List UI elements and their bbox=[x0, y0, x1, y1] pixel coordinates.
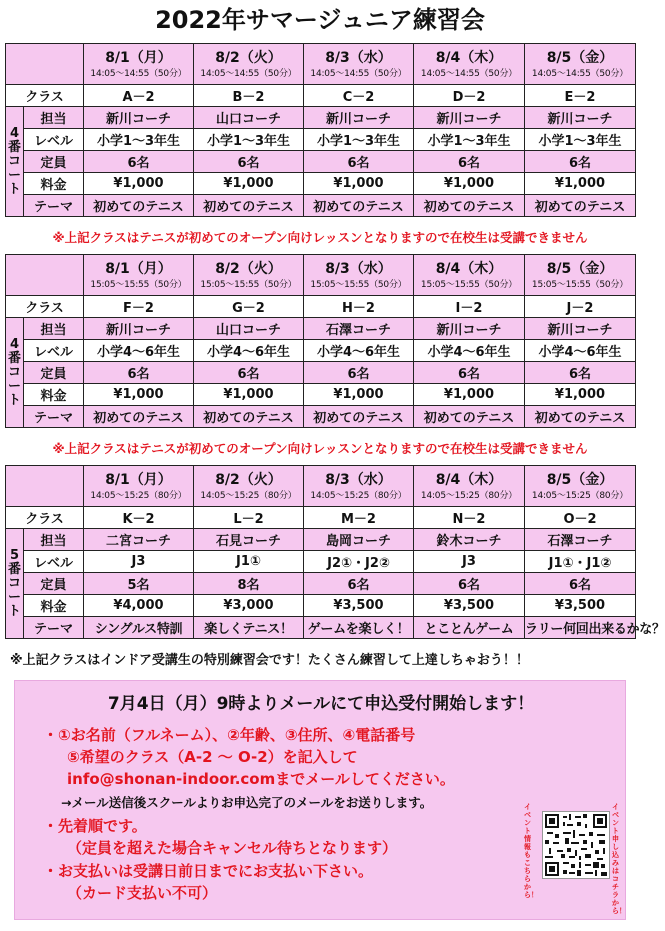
row-label: 料金 bbox=[24, 595, 84, 617]
class-cell: H－2 bbox=[304, 296, 414, 318]
row-value: ¥1,000 bbox=[304, 384, 414, 406]
class-cell: N－2 bbox=[414, 507, 525, 529]
row-value: 小学4～6年生 bbox=[194, 340, 304, 362]
row-value: 6名 bbox=[414, 573, 525, 595]
row-value: ¥1,000 bbox=[414, 384, 525, 406]
date-header-row bbox=[6, 255, 636, 296]
date-cell bbox=[525, 255, 636, 296]
block-note: ※上記クラスはテニスが初めてのオープン向けレッスンとなりますので在校生は受講できません bbox=[52, 230, 588, 245]
row-value: 小学4～6年生 bbox=[304, 340, 414, 362]
row-value: 6名 bbox=[84, 362, 194, 384]
row-value: 6名 bbox=[525, 151, 636, 173]
row-value: 石澤コーチ bbox=[304, 318, 414, 340]
row-value: 6名 bbox=[304, 362, 414, 384]
page-title: 2022年サマージュニア練習会 bbox=[155, 6, 485, 34]
detail-row bbox=[6, 340, 636, 362]
class-row bbox=[6, 296, 636, 318]
row-label: テーマ bbox=[24, 617, 84, 639]
detail-row bbox=[6, 173, 636, 195]
row-value: 5名 bbox=[84, 573, 194, 595]
time-label: 14:05～14:55（50分） bbox=[90, 68, 187, 79]
date-cell bbox=[84, 44, 194, 85]
row-value: 初めてのテニス bbox=[84, 195, 194, 217]
date-cell bbox=[304, 466, 414, 507]
time-label: 14:05～15:25（80分） bbox=[420, 490, 518, 501]
time-label: 14:05～14:55（50分） bbox=[310, 68, 407, 79]
date-cell bbox=[304, 44, 414, 85]
row-value: ¥1,000 bbox=[194, 173, 304, 195]
time-label: 14:05～14:55（50分） bbox=[200, 68, 297, 79]
date-label: 8/3（水） bbox=[325, 49, 392, 66]
date-label: 8/4（木） bbox=[435, 260, 503, 277]
class-cell: J－2 bbox=[525, 296, 636, 318]
row-value: 初めてのテニス bbox=[304, 195, 414, 217]
class-header: クラス bbox=[6, 507, 84, 529]
row-value: 新川コーチ bbox=[414, 107, 525, 129]
header-corner bbox=[6, 44, 84, 85]
header-corner bbox=[6, 255, 84, 296]
detail-row bbox=[6, 573, 636, 595]
court-char: 番 bbox=[8, 350, 22, 366]
class-cell: K－2 bbox=[84, 507, 194, 529]
court-char: 5 bbox=[9, 547, 20, 563]
row-value: ¥3,500 bbox=[414, 595, 525, 617]
court-label bbox=[6, 529, 24, 639]
row-value: 新川コーチ bbox=[84, 107, 194, 129]
row-value: 6名 bbox=[194, 151, 304, 173]
time-label: 14:05～15:25（80分） bbox=[310, 490, 407, 501]
row-value: ¥3,500 bbox=[304, 595, 414, 617]
detail-row bbox=[6, 529, 636, 551]
class-cell: L－2 bbox=[194, 507, 304, 529]
row-value: 山口コーチ bbox=[194, 318, 304, 340]
row-value: ¥1,000 bbox=[525, 173, 636, 195]
date-label: 8/5（金） bbox=[546, 260, 614, 277]
row-value: ¥1,000 bbox=[304, 173, 414, 195]
block-note: ※上記クラスはテニスが初めてのオープン向けレッスンとなりますので在校生は受講できません bbox=[52, 441, 588, 456]
court-char: ト bbox=[8, 392, 22, 408]
date-label: 8/5（金） bbox=[546, 49, 614, 66]
time-label: 14:05～15:25（80分） bbox=[90, 490, 187, 501]
row-value: 初めてのテニス bbox=[414, 195, 525, 217]
time-label: 15:05～15:55（50分） bbox=[420, 279, 518, 290]
court-char: ー bbox=[8, 378, 22, 394]
class-header: クラス bbox=[6, 296, 84, 318]
row-value: 島岡コーチ bbox=[304, 529, 414, 551]
row-label: レベル bbox=[24, 340, 84, 362]
detail-row bbox=[6, 362, 636, 384]
detail-row bbox=[6, 151, 636, 173]
date-label: 8/3（水） bbox=[325, 471, 392, 488]
qr-pattern bbox=[543, 812, 609, 878]
info-confirmation-note: →メール送信後スクールよりお申込完了のメールをお送りします。 bbox=[61, 795, 433, 810]
info-email-address[interactable]: info@shonan-indoor.comまでメールしてください。 bbox=[67, 770, 455, 788]
date-cell bbox=[304, 255, 414, 296]
info-first-come: ・先着順です。 bbox=[43, 817, 147, 835]
row-label: レベル bbox=[24, 129, 84, 151]
row-label: 料金 bbox=[24, 173, 84, 195]
row-value: 小学1～3年生 bbox=[525, 129, 636, 151]
row-value: 石澤コーチ bbox=[525, 529, 636, 551]
date-cell bbox=[414, 44, 525, 85]
row-value: 新川コーチ bbox=[525, 318, 636, 340]
info-no-card: （カード支払い不可） bbox=[67, 884, 218, 902]
date-cell bbox=[525, 44, 636, 85]
row-label: 料金 bbox=[24, 384, 84, 406]
detail-row bbox=[6, 551, 636, 573]
row-value: 山口コーチ bbox=[194, 107, 304, 129]
date-header-row bbox=[6, 44, 636, 85]
row-value: J1①・J1② bbox=[525, 551, 636, 573]
qr-caption-left: イベント情報もこちらから！ bbox=[524, 803, 538, 899]
row-value: ¥3,500 bbox=[525, 595, 636, 617]
row-value: J2①・J2② bbox=[304, 551, 414, 573]
row-label: 定員 bbox=[24, 151, 84, 173]
block-note: ※上記クラスはインドア受講生の特別練習会です！たくさん練習して上達しちゃおう！！ bbox=[10, 653, 529, 668]
row-value: 小学4～6年生 bbox=[414, 340, 525, 362]
court-char: 番 bbox=[8, 561, 22, 577]
court-label bbox=[6, 318, 24, 428]
class-cell: C－2 bbox=[304, 85, 414, 107]
court-label bbox=[6, 107, 24, 217]
row-value: 楽しくテニス！ bbox=[194, 617, 304, 639]
qr-caption-right: イベント申し込みはコチラから！ bbox=[612, 803, 626, 915]
date-label: 8/5（金） bbox=[546, 471, 614, 488]
class-row bbox=[6, 85, 636, 107]
row-value: ¥1,000 bbox=[525, 384, 636, 406]
date-cell bbox=[84, 255, 194, 296]
date-label: 8/1（月） bbox=[105, 49, 172, 66]
row-value: 6名 bbox=[194, 362, 304, 384]
row-value: ¥4,000 bbox=[84, 595, 194, 617]
court-char: コ bbox=[8, 153, 22, 169]
qr-code-icon[interactable] bbox=[542, 811, 610, 879]
info-waitlist-note: （定員を超えた場合キャンセル待ちとなります） bbox=[67, 839, 398, 857]
row-value: J3 bbox=[414, 551, 525, 573]
row-value: ¥1,000 bbox=[84, 384, 194, 406]
date-cell bbox=[414, 466, 525, 507]
date-label: 8/4（木） bbox=[435, 49, 503, 66]
time-label: 14:05～15:25（80分） bbox=[531, 490, 629, 501]
detail-row bbox=[6, 406, 636, 428]
row-label: 定員 bbox=[24, 362, 84, 384]
court-char: ト bbox=[8, 181, 22, 197]
row-value: ¥1,000 bbox=[84, 173, 194, 195]
detail-row bbox=[6, 595, 636, 617]
date-label: 8/2（火） bbox=[215, 260, 282, 277]
court-char: コ bbox=[8, 364, 22, 380]
class-cell: D－2 bbox=[414, 85, 525, 107]
row-label: 担当 bbox=[24, 318, 84, 340]
row-value: 初めてのテニス bbox=[525, 406, 636, 428]
class-row bbox=[6, 507, 636, 529]
schedule-table bbox=[5, 254, 636, 428]
row-value: 6名 bbox=[84, 151, 194, 173]
class-cell: B－2 bbox=[194, 85, 304, 107]
date-cell bbox=[194, 44, 304, 85]
court-char: 4 bbox=[9, 125, 20, 141]
row-value: 初めてのテニス bbox=[304, 406, 414, 428]
time-label: 15:05～15:55（50分） bbox=[200, 279, 297, 290]
info-class-field: ⑤希望のクラス（A-2 ～ O-2）を記入して bbox=[67, 748, 358, 766]
date-label: 8/4（木） bbox=[435, 471, 503, 488]
time-label: 15:05～15:55（50分） bbox=[310, 279, 407, 290]
row-value: 小学1～3年生 bbox=[304, 129, 414, 151]
detail-row bbox=[6, 107, 636, 129]
date-label: 8/2（火） bbox=[215, 471, 282, 488]
row-label: 担当 bbox=[24, 529, 84, 551]
time-label: 14:05～14:55（50分） bbox=[531, 68, 629, 79]
row-value: ¥3,000 bbox=[194, 595, 304, 617]
time-label: 14:05～14:55（50分） bbox=[420, 68, 518, 79]
class-cell: A－2 bbox=[84, 85, 194, 107]
date-cell bbox=[525, 466, 636, 507]
time-label: 14:05～15:25（80分） bbox=[200, 490, 297, 501]
row-value: 新川コーチ bbox=[525, 107, 636, 129]
date-cell bbox=[84, 466, 194, 507]
row-label: レベル bbox=[24, 551, 84, 573]
court-char: ー bbox=[8, 167, 22, 183]
row-value: 小学4～6年生 bbox=[525, 340, 636, 362]
row-value: 鈴木コーチ bbox=[414, 529, 525, 551]
info-required-fields: ・①お名前（フルネーム）、②年齢、③住所、④電話番号 bbox=[43, 726, 416, 744]
date-label: 8/3（水） bbox=[325, 260, 392, 277]
row-value: ラリー何回出来るかな？ bbox=[525, 617, 636, 639]
time-label: 15:05～15:55（50分） bbox=[531, 279, 629, 290]
court-char: コ bbox=[8, 575, 22, 591]
row-value: シングルス特訓 bbox=[84, 617, 194, 639]
detail-row bbox=[6, 318, 636, 340]
row-value: 新川コーチ bbox=[414, 318, 525, 340]
row-label: 担当 bbox=[24, 107, 84, 129]
row-value: ¥1,000 bbox=[414, 173, 525, 195]
row-value: 6名 bbox=[304, 573, 414, 595]
date-cell bbox=[414, 255, 525, 296]
court-char: ー bbox=[8, 589, 22, 605]
info-payment: ・お支払いは受講日前日までにお支払い下さい。 bbox=[43, 862, 374, 880]
row-value: J1① bbox=[194, 551, 304, 573]
class-cell: M－2 bbox=[304, 507, 414, 529]
time-label: 15:05～15:55（50分） bbox=[90, 279, 187, 290]
date-header-row bbox=[6, 466, 636, 507]
row-value: とことんゲーム bbox=[414, 617, 525, 639]
detail-row bbox=[6, 384, 636, 406]
row-value: 新川コーチ bbox=[84, 318, 194, 340]
row-value: 二宮コーチ bbox=[84, 529, 194, 551]
row-value: 小学1～3年生 bbox=[194, 129, 304, 151]
class-cell: G－2 bbox=[194, 296, 304, 318]
row-value: 6名 bbox=[304, 151, 414, 173]
class-cell: F－2 bbox=[84, 296, 194, 318]
class-header: クラス bbox=[6, 85, 84, 107]
row-value: 石見コーチ bbox=[194, 529, 304, 551]
row-value: 小学1～3年生 bbox=[84, 129, 194, 151]
detail-row bbox=[6, 195, 636, 217]
schedule-table bbox=[5, 465, 665, 639]
application-info-box bbox=[14, 680, 626, 920]
row-value: 6名 bbox=[525, 573, 636, 595]
application-heading: 7月4日（月）9時よりメールにて申込受付開始します！ bbox=[107, 694, 535, 714]
row-value: 初めてのテニス bbox=[194, 195, 304, 217]
row-value: 新川コーチ bbox=[304, 107, 414, 129]
court-char: ト bbox=[8, 603, 22, 619]
date-label: 8/1（月） bbox=[105, 471, 172, 488]
detail-row bbox=[6, 129, 636, 151]
qr-code-area[interactable] bbox=[520, 799, 626, 915]
row-value: 初めてのテニス bbox=[414, 406, 525, 428]
class-cell: O－2 bbox=[525, 507, 636, 529]
row-value: ¥1,000 bbox=[194, 384, 304, 406]
date-cell bbox=[194, 255, 304, 296]
row-label: テーマ bbox=[24, 195, 84, 217]
date-label: 8/2（火） bbox=[215, 49, 282, 66]
row-value: 6名 bbox=[414, 151, 525, 173]
date-cell bbox=[194, 466, 304, 507]
row-value: 初めてのテニス bbox=[525, 195, 636, 217]
row-value: 小学4～6年生 bbox=[84, 340, 194, 362]
row-value: J3 bbox=[84, 551, 194, 573]
header-corner bbox=[6, 466, 84, 507]
court-char: 番 bbox=[8, 139, 22, 155]
date-label: 8/1（月） bbox=[105, 260, 172, 277]
court-char: 4 bbox=[9, 336, 20, 352]
schedule-table bbox=[5, 43, 636, 217]
row-value: 6名 bbox=[525, 362, 636, 384]
row-value: ゲームを楽しく！ bbox=[304, 617, 414, 639]
row-value: 初めてのテニス bbox=[194, 406, 304, 428]
row-value: 8名 bbox=[194, 573, 304, 595]
row-value: 6名 bbox=[414, 362, 525, 384]
class-cell: I－2 bbox=[414, 296, 525, 318]
row-label: 定員 bbox=[24, 573, 84, 595]
row-value: 小学1～3年生 bbox=[414, 129, 525, 151]
row-value: 初めてのテニス bbox=[84, 406, 194, 428]
detail-row bbox=[6, 617, 636, 639]
class-cell: E－2 bbox=[525, 85, 636, 107]
row-label: テーマ bbox=[24, 406, 84, 428]
